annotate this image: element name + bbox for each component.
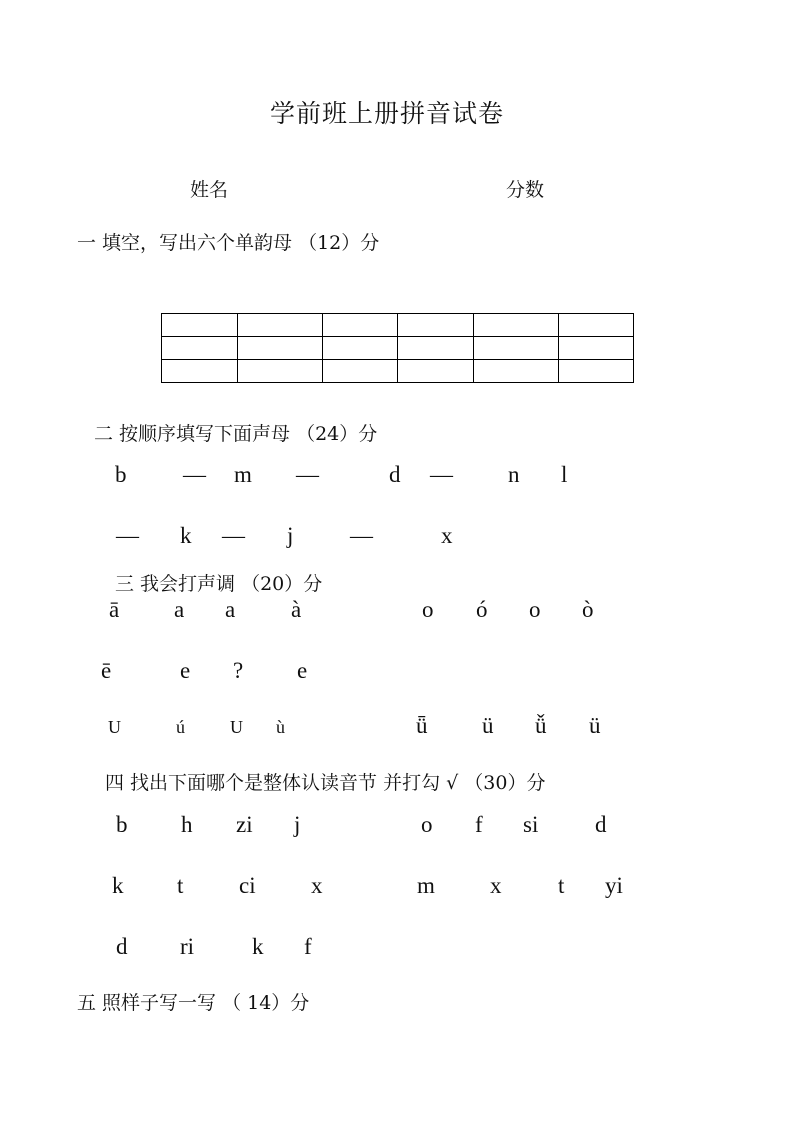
pinyin-item: — [222, 523, 245, 548]
answer-cell[interactable] [162, 337, 238, 360]
pinyin-item: U [108, 717, 121, 737]
syllable-item[interactable]: t [177, 873, 184, 898]
pinyin-item: — [116, 523, 139, 548]
syllable-item[interactable]: t [558, 873, 565, 898]
pinyin-item: U [230, 717, 243, 737]
syllable-item[interactable]: m [417, 873, 435, 898]
name-label: 姓名 [190, 179, 229, 201]
syllable-item[interactable]: d [595, 812, 607, 837]
pinyin-item: — [183, 462, 206, 487]
pinyin-item: j [287, 523, 294, 548]
pinyin-item: d [389, 462, 401, 487]
syllable-item[interactable]: h [181, 812, 193, 837]
pinyin-item: b [115, 462, 127, 487]
answer-cell[interactable] [238, 314, 323, 337]
syllable-item[interactable]: zi [236, 812, 253, 837]
pinyin-item: ü [589, 713, 601, 738]
answer-cell[interactable] [474, 314, 559, 337]
answer-cell[interactable] [162, 314, 238, 337]
section-3-heading: 三 我会打声调 （20）分 [115, 573, 323, 595]
answer-cell[interactable] [323, 314, 398, 337]
pinyin-item: ò [582, 597, 594, 622]
pinyin-item: o [529, 597, 541, 622]
pinyin-item: l [561, 462, 568, 487]
syllable-item[interactable]: si [523, 812, 539, 837]
section-5-heading: 五 照样子写一写 （ 14）分 [77, 992, 310, 1014]
pinyin-item: ó [476, 597, 488, 622]
answer-cell[interactable] [162, 360, 238, 383]
answer-cell[interactable] [238, 337, 323, 360]
answer-cell[interactable] [559, 337, 634, 360]
vowel-answer-grid [161, 313, 634, 383]
pinyin-item: n [508, 462, 520, 487]
answer-cell[interactable] [323, 337, 398, 360]
syllable-item[interactable]: x [311, 873, 323, 898]
pinyin-item: ē [101, 658, 112, 683]
section-1-heading: 一 填空，写出六个单韵母 （12）分 [77, 232, 380, 254]
syllable-item[interactable]: k [252, 934, 264, 959]
grid-row [162, 314, 634, 337]
answer-cell[interactable] [474, 337, 559, 360]
pinyin-item: x [441, 523, 453, 548]
answer-cell[interactable] [398, 337, 474, 360]
syllable-item[interactable]: j [294, 812, 301, 837]
page-title: 学前班上册拼音试卷 [270, 99, 505, 128]
pinyin-item: à [291, 597, 302, 622]
pinyin-item: ǖ [416, 713, 428, 738]
grid-row [162, 337, 634, 360]
pinyin-item: m [234, 462, 252, 487]
pinyin-item: ā [109, 597, 120, 622]
answer-cell[interactable] [474, 360, 559, 383]
section-2-heading: 二 按顺序填写下面声母 （24）分 [94, 423, 378, 445]
section-4-heading: 四 找出下面哪个是整体认读音节 并打勾 √ （30）分 [105, 772, 546, 794]
answer-cell[interactable] [323, 360, 398, 383]
answer-cell[interactable] [238, 360, 323, 383]
syllable-item[interactable]: d [116, 934, 128, 959]
syllable-item[interactable]: b [116, 812, 128, 837]
pinyin-item: — [350, 523, 373, 548]
pinyin-item: k [180, 523, 192, 548]
syllable-item[interactable]: ri [180, 934, 195, 959]
pinyin-item: o [422, 597, 434, 622]
pinyin-item: a [174, 597, 185, 622]
pinyin-item: e [297, 658, 308, 683]
syllable-item[interactable]: f [475, 812, 483, 837]
pinyin-item: ù [276, 717, 285, 737]
score-label: 分数 [506, 179, 545, 201]
answer-cell[interactable] [559, 314, 634, 337]
pinyin-item: ú [176, 717, 185, 737]
syllable-item[interactable]: k [112, 873, 124, 898]
pinyin-item: ? [233, 658, 244, 683]
pinyin-item: ǚ [535, 713, 547, 738]
answer-cell[interactable] [559, 360, 634, 383]
pinyin-item: — [430, 462, 453, 487]
grid-row [162, 360, 634, 383]
pinyin-item: a [225, 597, 236, 622]
syllable-item[interactable]: ci [239, 873, 256, 898]
syllable-item[interactable]: yi [605, 873, 623, 898]
syllable-item[interactable]: o [421, 812, 433, 837]
syllable-item[interactable]: f [304, 934, 312, 959]
pinyin-item: — [296, 462, 319, 487]
answer-cell[interactable] [398, 314, 474, 337]
answer-cell[interactable] [398, 360, 474, 383]
pinyin-item: ü [482, 713, 494, 738]
pinyin-item: e [180, 658, 191, 683]
syllable-item[interactable]: x [490, 873, 502, 898]
